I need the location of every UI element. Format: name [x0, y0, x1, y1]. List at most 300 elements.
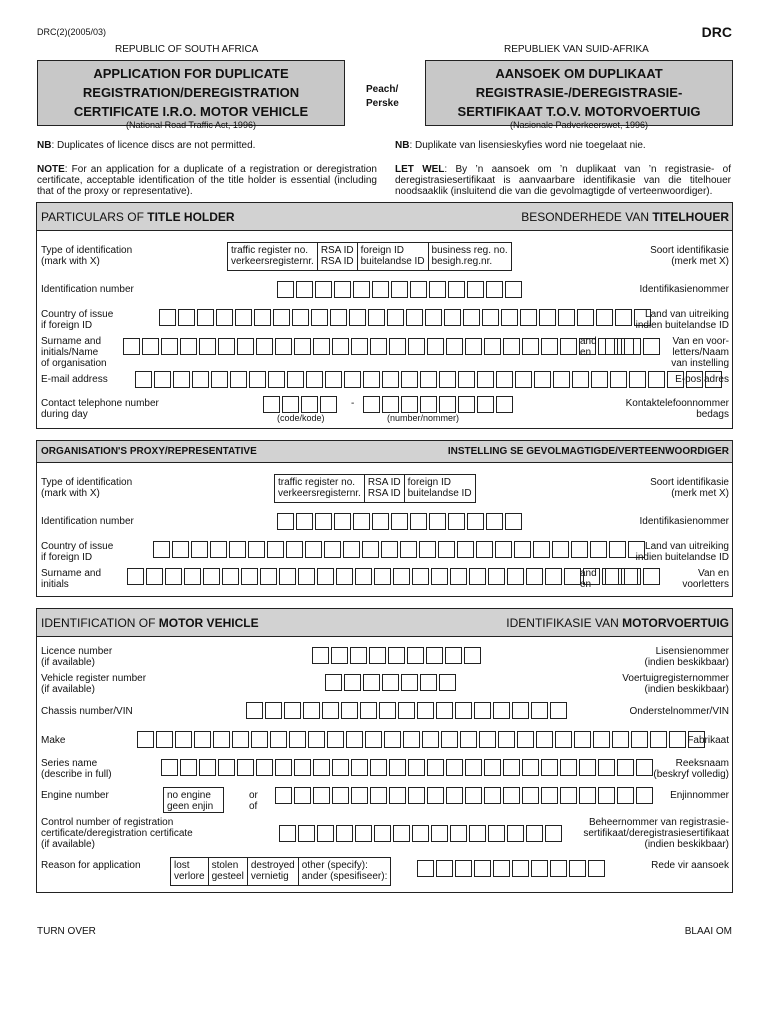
char-box[interactable] — [429, 513, 446, 530]
phone-code-boxes[interactable] — [263, 396, 339, 413]
char-box[interactable] — [455, 860, 472, 877]
char-box[interactable] — [270, 731, 287, 748]
reason-stolen[interactable]: stolen gesteel — [209, 858, 248, 885]
char-box[interactable] — [324, 541, 341, 558]
char-box[interactable] — [213, 731, 230, 748]
char-box[interactable] — [389, 338, 406, 355]
proxy-initials-boxes[interactable] — [605, 568, 662, 585]
char-box[interactable] — [222, 568, 239, 585]
char-box[interactable] — [477, 371, 494, 388]
char-box[interactable] — [439, 674, 456, 691]
char-box[interactable] — [360, 702, 377, 719]
char-box[interactable] — [382, 674, 399, 691]
char-box[interactable] — [161, 759, 178, 776]
char-box[interactable] — [631, 731, 648, 748]
email-boxes[interactable] — [135, 371, 724, 388]
char-box[interactable] — [412, 825, 429, 842]
char-box[interactable] — [370, 787, 387, 804]
char-box[interactable] — [199, 759, 216, 776]
char-box[interactable] — [669, 731, 686, 748]
proxy-id-option-foreign[interactable]: foreign ID buitelandse ID — [407, 477, 472, 499]
surname-boxes[interactable] — [123, 338, 636, 355]
char-box[interactable] — [564, 568, 581, 585]
char-box[interactable] — [303, 702, 320, 719]
char-box[interactable] — [146, 568, 163, 585]
char-box[interactable] — [317, 568, 334, 585]
char-box[interactable] — [410, 513, 427, 530]
char-box[interactable] — [479, 731, 496, 748]
char-box[interactable] — [218, 338, 235, 355]
id-option-foreign[interactable]: foreign ID buitelandse ID — [358, 243, 429, 270]
char-box[interactable] — [275, 787, 292, 804]
char-box[interactable] — [389, 787, 406, 804]
char-box[interactable] — [482, 309, 499, 326]
char-box[interactable] — [391, 513, 408, 530]
char-box[interactable] — [629, 371, 646, 388]
char-box[interactable] — [374, 825, 391, 842]
char-box[interactable] — [313, 759, 330, 776]
char-box[interactable] — [320, 396, 337, 413]
char-box[interactable] — [142, 338, 159, 355]
char-box[interactable] — [427, 787, 444, 804]
char-box[interactable] — [312, 647, 329, 664]
char-box[interactable] — [372, 513, 389, 530]
char-box[interactable] — [256, 759, 273, 776]
char-box[interactable] — [579, 787, 596, 804]
char-box[interactable] — [351, 787, 368, 804]
char-box[interactable] — [203, 568, 220, 585]
char-box[interactable] — [458, 371, 475, 388]
char-box[interactable] — [514, 541, 531, 558]
char-box[interactable] — [265, 702, 282, 719]
char-box[interactable] — [541, 338, 558, 355]
char-box[interactable] — [427, 338, 444, 355]
char-box[interactable] — [598, 787, 615, 804]
char-box[interactable] — [389, 759, 406, 776]
char-box[interactable] — [211, 371, 228, 388]
char-box[interactable] — [617, 759, 634, 776]
char-box[interactable] — [496, 396, 513, 413]
country-issue-boxes[interactable] — [159, 309, 653, 326]
char-box[interactable] — [522, 787, 539, 804]
char-box[interactable] — [249, 371, 266, 388]
char-box[interactable] — [372, 281, 389, 298]
char-box[interactable] — [237, 759, 254, 776]
char-box[interactable] — [464, 647, 481, 664]
char-box[interactable] — [493, 860, 510, 877]
char-box[interactable] — [294, 338, 311, 355]
char-box[interactable] — [369, 647, 386, 664]
char-box[interactable] — [431, 825, 448, 842]
id-option-traffic[interactable]: traffic register no. verkeersregisternr. — [228, 243, 318, 270]
char-box[interactable] — [254, 309, 271, 326]
char-box[interactable] — [598, 759, 615, 776]
char-box[interactable] — [194, 731, 211, 748]
char-box[interactable] — [282, 396, 299, 413]
char-box[interactable] — [275, 338, 292, 355]
char-box[interactable] — [526, 568, 543, 585]
char-box[interactable] — [161, 338, 178, 355]
char-box[interactable] — [408, 338, 425, 355]
char-box[interactable] — [539, 309, 556, 326]
char-box[interactable] — [517, 731, 534, 748]
char-box[interactable] — [610, 371, 627, 388]
char-box[interactable] — [558, 309, 575, 326]
char-box[interactable] — [336, 825, 353, 842]
char-box[interactable] — [467, 513, 484, 530]
char-box[interactable] — [370, 759, 387, 776]
char-box[interactable] — [346, 731, 363, 748]
char-box[interactable] — [560, 759, 577, 776]
char-box[interactable] — [488, 568, 505, 585]
char-box[interactable] — [419, 541, 436, 558]
char-box[interactable] — [241, 568, 258, 585]
char-box[interactable] — [526, 825, 543, 842]
char-box[interactable] — [370, 338, 387, 355]
char-box[interactable] — [457, 541, 474, 558]
char-box[interactable] — [574, 731, 591, 748]
proxy-id-option-traffic[interactable]: traffic register no. verkeersregisternr. — [275, 475, 365, 502]
char-box[interactable] — [381, 541, 398, 558]
char-box[interactable] — [332, 787, 349, 804]
no-engine-option[interactable]: no engine geen enjin — [163, 787, 224, 813]
char-box[interactable] — [153, 541, 170, 558]
char-box[interactable] — [643, 568, 660, 585]
char-box[interactable] — [165, 568, 182, 585]
char-box[interactable] — [384, 731, 401, 748]
char-box[interactable] — [407, 647, 424, 664]
char-box[interactable] — [579, 759, 596, 776]
char-box[interactable] — [308, 731, 325, 748]
char-box[interactable] — [426, 647, 443, 664]
char-box[interactable] — [363, 396, 380, 413]
char-box[interactable] — [286, 541, 303, 558]
char-box[interactable] — [327, 731, 344, 748]
char-box[interactable] — [292, 309, 309, 326]
char-box[interactable] — [298, 568, 315, 585]
char-box[interactable] — [569, 860, 586, 877]
char-box[interactable] — [469, 825, 486, 842]
char-box[interactable] — [398, 702, 415, 719]
char-box[interactable] — [429, 281, 446, 298]
char-box[interactable] — [184, 568, 201, 585]
char-box[interactable] — [322, 702, 339, 719]
char-box[interactable] — [180, 759, 197, 776]
char-box[interactable] — [251, 731, 268, 748]
char-box[interactable] — [515, 371, 532, 388]
char-box[interactable] — [294, 787, 311, 804]
char-box[interactable] — [488, 825, 505, 842]
char-box[interactable] — [536, 731, 553, 748]
char-box[interactable] — [446, 759, 463, 776]
proxy-surname-boxes[interactable] — [127, 568, 640, 585]
char-box[interactable] — [325, 674, 342, 691]
char-box[interactable] — [476, 541, 493, 558]
char-box[interactable] — [465, 787, 482, 804]
char-box[interactable] — [332, 338, 349, 355]
char-box[interactable] — [531, 702, 548, 719]
char-box[interactable] — [505, 513, 522, 530]
char-box[interactable] — [123, 338, 140, 355]
char-box[interactable] — [137, 731, 154, 748]
char-box[interactable] — [344, 674, 361, 691]
initials-boxes[interactable] — [605, 338, 662, 355]
char-box[interactable] — [191, 541, 208, 558]
char-box[interactable] — [436, 860, 453, 877]
char-box[interactable] — [624, 338, 641, 355]
proxy-country-boxes[interactable] — [153, 541, 647, 558]
char-box[interactable] — [560, 338, 577, 355]
series-boxes[interactable] — [161, 759, 655, 776]
char-box[interactable] — [460, 731, 477, 748]
char-box[interactable] — [279, 825, 296, 842]
char-box[interactable] — [289, 731, 306, 748]
char-box[interactable] — [216, 309, 233, 326]
char-box[interactable] — [571, 541, 588, 558]
char-box[interactable] — [609, 541, 626, 558]
reason-other-boxes[interactable] — [417, 860, 607, 877]
char-box[interactable] — [450, 825, 467, 842]
char-box[interactable] — [336, 568, 353, 585]
char-box[interactable] — [355, 568, 372, 585]
char-box[interactable] — [550, 860, 567, 877]
char-box[interactable] — [590, 541, 607, 558]
char-box[interactable] — [230, 371, 247, 388]
char-box[interactable] — [522, 338, 539, 355]
char-box[interactable] — [643, 338, 660, 355]
char-box[interactable] — [232, 731, 249, 748]
reason-lost[interactable]: lost verlore — [171, 858, 209, 885]
char-box[interactable] — [172, 541, 189, 558]
char-box[interactable] — [382, 396, 399, 413]
id-option-business[interactable]: business reg. no. besigh.reg.nr. — [431, 245, 508, 267]
char-box[interactable] — [363, 371, 380, 388]
char-box[interactable] — [477, 396, 494, 413]
char-box[interactable] — [313, 787, 330, 804]
char-box[interactable] — [503, 338, 520, 355]
reason-other[interactable]: other (specify): ander (spesifiseer): — [301, 860, 388, 882]
char-box[interactable] — [388, 647, 405, 664]
char-box[interactable] — [175, 731, 192, 748]
char-box[interactable] — [317, 825, 334, 842]
char-box[interactable] — [593, 731, 610, 748]
char-box[interactable] — [298, 825, 315, 842]
char-box[interactable] — [534, 371, 551, 388]
char-box[interactable] — [650, 731, 667, 748]
char-box[interactable] — [495, 541, 512, 558]
char-box[interactable] — [210, 541, 227, 558]
char-box[interactable] — [463, 309, 480, 326]
char-box[interactable] — [410, 281, 427, 298]
char-box[interactable] — [422, 731, 439, 748]
char-box[interactable] — [467, 281, 484, 298]
char-box[interactable] — [180, 338, 197, 355]
char-box[interactable] — [235, 309, 252, 326]
char-box[interactable] — [545, 825, 562, 842]
char-box[interactable] — [484, 759, 501, 776]
licence-boxes[interactable] — [312, 647, 483, 664]
char-box[interactable] — [344, 371, 361, 388]
char-box[interactable] — [313, 338, 330, 355]
char-box[interactable] — [550, 702, 567, 719]
char-box[interactable] — [178, 309, 195, 326]
char-box[interactable] — [520, 309, 537, 326]
char-box[interactable] — [533, 541, 550, 558]
char-box[interactable] — [408, 759, 425, 776]
char-box[interactable] — [438, 541, 455, 558]
char-box[interactable] — [493, 702, 510, 719]
char-box[interactable] — [624, 568, 641, 585]
char-box[interactable] — [305, 541, 322, 558]
char-box[interactable] — [505, 281, 522, 298]
control-number-boxes[interactable] — [279, 825, 564, 842]
char-box[interactable] — [501, 309, 518, 326]
char-box[interactable] — [393, 568, 410, 585]
char-box[interactable] — [273, 309, 290, 326]
char-box[interactable] — [368, 309, 385, 326]
char-box[interactable] — [401, 371, 418, 388]
char-box[interactable] — [401, 396, 418, 413]
char-box[interactable] — [512, 702, 529, 719]
char-box[interactable] — [156, 731, 173, 748]
make-boxes[interactable] — [137, 731, 707, 748]
char-box[interactable] — [277, 513, 294, 530]
char-box[interactable] — [331, 647, 348, 664]
char-box[interactable] — [441, 731, 458, 748]
char-box[interactable] — [332, 759, 349, 776]
char-box[interactable] — [343, 541, 360, 558]
char-box[interactable] — [279, 568, 296, 585]
char-box[interactable] — [503, 787, 520, 804]
char-box[interactable] — [636, 759, 653, 776]
char-box[interactable] — [382, 371, 399, 388]
char-box[interactable] — [420, 396, 437, 413]
char-box[interactable] — [420, 371, 437, 388]
char-box[interactable] — [446, 787, 463, 804]
char-box[interactable] — [507, 825, 524, 842]
id-number-boxes[interactable] — [277, 281, 524, 298]
char-box[interactable] — [263, 396, 280, 413]
char-box[interactable] — [330, 309, 347, 326]
char-box[interactable] — [393, 825, 410, 842]
char-box[interactable] — [577, 309, 594, 326]
char-box[interactable] — [636, 787, 653, 804]
reason-options[interactable] — [170, 857, 391, 886]
char-box[interactable] — [229, 541, 246, 558]
char-box[interactable] — [512, 860, 529, 877]
register-boxes[interactable] — [325, 674, 458, 691]
char-box[interactable] — [406, 309, 423, 326]
char-box[interactable] — [486, 513, 503, 530]
char-box[interactable] — [417, 702, 434, 719]
char-box[interactable] — [154, 371, 171, 388]
char-box[interactable] — [484, 338, 501, 355]
char-box[interactable] — [365, 731, 382, 748]
char-box[interactable] — [555, 731, 572, 748]
proxy-id-number-boxes[interactable] — [277, 513, 524, 530]
char-box[interactable] — [391, 281, 408, 298]
char-box[interactable] — [277, 281, 294, 298]
char-box[interactable] — [469, 568, 486, 585]
char-box[interactable] — [474, 860, 491, 877]
char-box[interactable] — [591, 371, 608, 388]
char-box[interactable] — [353, 281, 370, 298]
char-box[interactable] — [199, 338, 216, 355]
char-box[interactable] — [465, 338, 482, 355]
char-box[interactable] — [503, 759, 520, 776]
char-box[interactable] — [615, 309, 632, 326]
char-box[interactable] — [588, 860, 605, 877]
char-box[interactable] — [541, 759, 558, 776]
char-box[interactable] — [612, 731, 629, 748]
char-box[interactable] — [248, 541, 265, 558]
char-box[interactable] — [439, 371, 456, 388]
char-box[interactable] — [403, 731, 420, 748]
char-box[interactable] — [596, 309, 613, 326]
char-box[interactable] — [334, 281, 351, 298]
char-box[interactable] — [363, 674, 380, 691]
char-box[interactable] — [431, 568, 448, 585]
char-box[interactable] — [267, 541, 284, 558]
char-box[interactable] — [401, 674, 418, 691]
char-box[interactable] — [425, 309, 442, 326]
char-box[interactable] — [648, 371, 665, 388]
proxy-id-type-options[interactable] — [274, 474, 476, 503]
char-box[interactable] — [260, 568, 277, 585]
char-box[interactable] — [400, 541, 417, 558]
char-box[interactable] — [173, 371, 190, 388]
char-box[interactable] — [445, 647, 462, 664]
char-box[interactable] — [412, 568, 429, 585]
char-box[interactable] — [311, 309, 328, 326]
char-box[interactable] — [417, 860, 434, 877]
char-box[interactable] — [617, 787, 634, 804]
char-box[interactable] — [306, 371, 323, 388]
char-box[interactable] — [486, 281, 503, 298]
char-box[interactable] — [351, 759, 368, 776]
char-box[interactable] — [353, 513, 370, 530]
char-box[interactable] — [605, 568, 622, 585]
chassis-boxes[interactable] — [246, 702, 569, 719]
phone-number-boxes[interactable] — [363, 396, 515, 413]
char-box[interactable] — [294, 759, 311, 776]
char-box[interactable] — [197, 309, 214, 326]
char-box[interactable] — [474, 702, 491, 719]
char-box[interactable] — [552, 541, 569, 558]
char-box[interactable] — [560, 787, 577, 804]
char-box[interactable] — [420, 674, 437, 691]
char-box[interactable] — [455, 702, 472, 719]
char-box[interactable] — [355, 825, 372, 842]
char-box[interactable] — [496, 371, 513, 388]
char-box[interactable] — [427, 759, 444, 776]
char-box[interactable] — [444, 309, 461, 326]
char-box[interactable] — [507, 568, 524, 585]
char-box[interactable] — [296, 281, 313, 298]
id-type-options[interactable] — [227, 242, 512, 271]
id-option-rsa[interactable]: RSA ID RSA ID — [318, 243, 358, 270]
char-box[interactable] — [448, 513, 465, 530]
char-box[interactable] — [159, 309, 176, 326]
char-box[interactable] — [379, 702, 396, 719]
char-box[interactable] — [256, 338, 273, 355]
char-box[interactable] — [349, 309, 366, 326]
char-box[interactable] — [541, 787, 558, 804]
engine-boxes[interactable] — [275, 787, 655, 804]
char-box[interactable] — [458, 396, 475, 413]
char-box[interactable] — [246, 702, 263, 719]
char-box[interactable] — [484, 787, 501, 804]
